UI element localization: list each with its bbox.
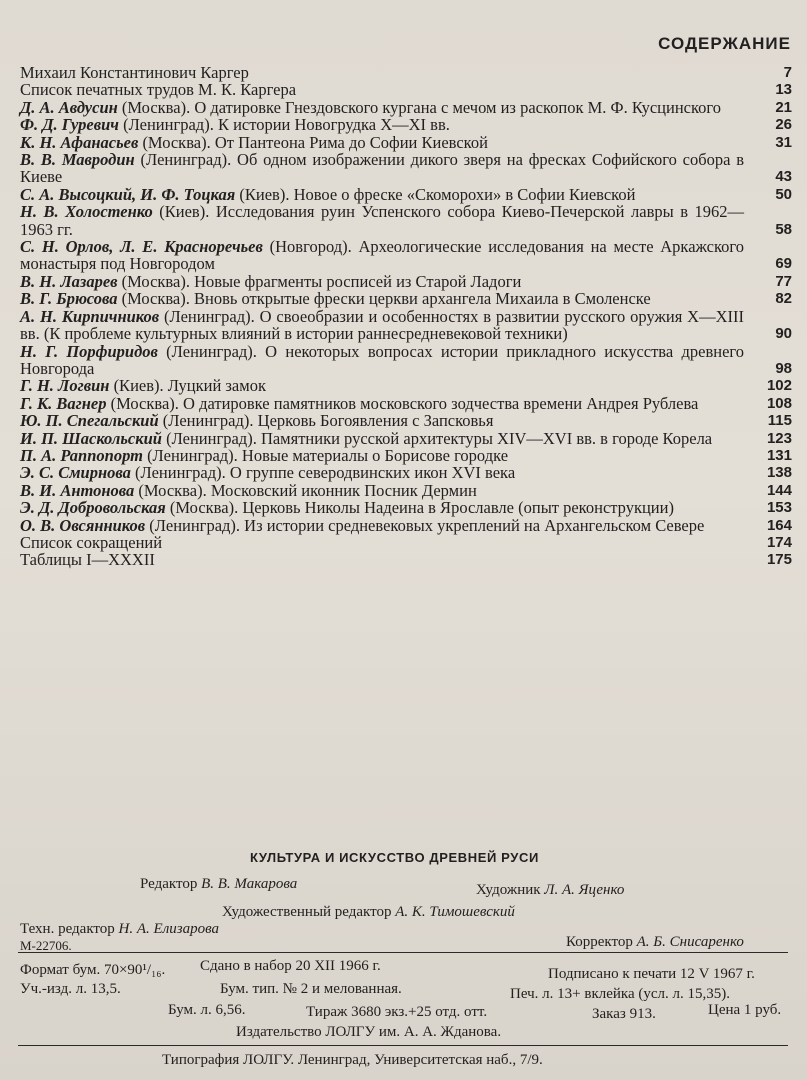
toc-entry-text [20,482,744,499]
toc-entry-title: (Новгород). Археологические исследования на месте Аркажского монастыря под Новгородом [20,237,744,274]
toc-entry-title: (Ленинград). К истории Новогрудка X—XI вв. [118,115,450,135]
toc-entry-text [20,64,744,81]
paper-type: Бум. тип. № 2 и мелованная. [220,981,402,997]
toc-entry-author: Н. В. Холостенко [20,202,153,222]
toc-entry-page: 43 [775,168,792,186]
toc-entry-text [20,395,744,412]
proofreader-name: А. Б. Снисаренко [636,934,744,950]
toc-entry [20,464,792,481]
signed-date: Подписано к печати 12 V 1967 г. [548,966,755,982]
toc-entry-text [20,308,744,343]
toc-entry-page: 13 [775,81,792,99]
toc-entry [20,517,792,534]
toc-entry [20,447,792,464]
toc-entry-text [20,412,744,429]
toc-entry-text [20,343,744,378]
toc-entry [20,395,792,412]
proofreader-label: Корректор [566,934,633,950]
imprint-block [0,846,807,1080]
toc-entry [20,273,792,290]
toc-entry-text [20,238,744,273]
toc-entry [20,116,792,133]
toc-entry-page: 123 [766,429,792,447]
toc-entry-page: 69 [775,255,792,273]
tech-editor-label: Техн. редактор [20,921,115,937]
toc-entry [20,81,792,98]
toc-entry-page: 98 [775,359,792,377]
toc-entry-page: 26 [775,116,792,134]
typeset-date: Сдано в набор 20 XII 1966 г. [200,958,381,974]
toc-entry-title: Михаил Константинович Каргер [20,63,249,82]
toc-entry [20,64,792,81]
publishing-sheets: Уч.-изд. л. 13,5. [20,981,121,997]
artist-name: Л. А. Яценко [544,882,625,898]
art-editor-name: А. К. Тимошевский [395,904,515,920]
price: Цена 1 руб. [708,1002,782,1018]
toc-entry-title: (Ленинград). Церковь Богоявления с Запсковья [158,411,494,431]
toc-entry-page: 58 [775,220,792,238]
toc-entry-text [20,551,744,568]
order-number: Заказ 913. [592,1006,656,1022]
toc-entry-author: В. И. Антонова [20,480,135,500]
toc-entry-text [20,186,744,203]
toc-entry-title: Список печатных трудов М. К. Каргера [20,80,297,100]
toc-entry-author: С. А. Высоцкий, И. Ф. Тоцкая [20,184,236,204]
editor-name: В. В. Макарова [201,876,298,892]
toc-entry-text [20,290,744,307]
toc-entry-text [20,81,744,98]
publication-code: М-22706. [20,938,72,953]
toc-entry [20,499,792,516]
toc-entry-title: (Москва). От Пантеона Рима до Софии Киевской [138,132,488,152]
toc-entry-author: В. Н. Лазарев [20,271,118,291]
imprint-divider [18,952,788,953]
toc-entry-page: 82 [775,290,792,308]
toc-entry-title: (Москва). Церковь Николы Надеина в Ярославле (опыт реконструкции) [165,498,674,518]
toc-entry [20,482,792,499]
toc-entry-author: И. П. Шаскольский [20,428,162,448]
toc-entry-text [20,534,744,551]
toc-entry-page: 77 [775,272,792,290]
toc-entry-author: П. А. Раппопорт [20,445,143,465]
toc-entry-title: (Ленинград). Об одном изображении дикого зверя на фресках Софийского собора в Киеве [20,150,745,187]
toc-entry-author: А. Н. Кирпичников [20,306,160,326]
toc-entry-author: Г. Н. Логвин [20,376,110,396]
toc-entry-page: 164 [766,516,792,534]
art-editor-label: Художественный редактор [222,904,392,920]
toc-entry-author: Э. Д. Добровольская [20,498,166,518]
toc-entry [20,290,792,307]
toc-entry [20,99,792,116]
toc-entry [20,343,792,378]
toc-entry-author: К. Н. Афанасьев [20,132,139,152]
tech-editor-name: Н. А. Елизарова [118,921,219,937]
toc-entry-page: 31 [775,133,792,151]
toc-entry-text [20,377,744,394]
art-editor-credit [222,904,515,921]
toc-entry-title: (Москва). Московский иконник Посник Дермин [134,480,477,500]
toc-entry-text [20,273,744,290]
toc-entry-page: 108 [766,394,792,412]
printer-divider [18,1045,788,1046]
toc-entry [20,534,792,551]
toc-entry [20,308,792,343]
toc-entry-page: 115 [767,412,792,430]
toc-entry [20,186,792,203]
toc-entry [20,134,792,151]
toc-entry-title: (Москва). Вновь открытые фрески церкви архангела Михаила в Смоленске [117,289,651,309]
proofreader-credit [566,934,744,951]
toc-entry-text [20,499,744,516]
toc-entry-title: (Ленинград). О группе северодвинских икон XVI века [130,463,516,483]
toc-entry-title: (Ленинград). О своеобразии и особенностях в развитии русского оружия X—XIII вв. (К проблеме культурных влияний в истории раннесредневековой техники) [20,306,744,344]
book-title: КУЛЬТУРА И ИСКУССТВО ДРЕВНЕЙ РУСИ [250,850,539,865]
editor-credit [140,876,297,893]
artist-label: Художник [476,882,541,898]
toc-entry-title: (Ленинград). Из истории средневековых укреплений на Архангельском Севере [145,515,705,535]
toc-title: СОДЕРЖАНИЕ [658,34,791,53]
toc-entry-title: (Киев). Луцкий замок [109,376,266,396]
toc-entry-author: Э. С. Смирнова [20,463,131,483]
toc-entry [20,151,792,186]
toc-entry-title: (Москва). О датировке Гнездовского кургана с мечом из раскопок М. Ф. Кусцинского [117,97,722,117]
toc-entry-author: Д. А. Авдусин [20,97,118,117]
publisher: Издательство ЛОЛГУ им. А. А. Жданова. [236,1024,502,1040]
toc-entry-page: 174 [766,533,792,551]
paper-sheets: Бум. л. 6,56. [168,1002,246,1018]
toc-entry-text [20,517,744,534]
paper-format: Формат бум. 70×90¹/₁₆. [20,962,166,978]
toc-entry [20,551,792,568]
toc-entry-title: Список сокращений [20,532,163,552]
toc-entry-page: 90 [775,325,792,343]
circulation: Тираж 3680 экз.+25 отд. отт. [306,1004,488,1020]
toc-entry-page: 50 [775,185,792,203]
toc-entry-page: 7 [783,64,792,81]
toc-entry-title: Таблицы I—XXXII [20,550,155,570]
artist-credit [476,882,624,899]
toc-entry-title: (Киев). Исследования руин Успенского собора Киево-Печерской лавры в 1962—1963 гг. [20,202,744,239]
toc-entry-author: Г. К. Вагнер [20,393,107,413]
toc-entry-title: (Москва). О датировке памятников московского зодчества времени Андрея Рублева [106,393,699,413]
toc-entry-author: Ю. П. Спегальский [20,411,159,431]
toc-entry-page: 131 [766,446,792,464]
toc-entry-author: Н. Г. Порфиридов [20,341,158,361]
toc-entry-title: (Ленинград). Памятники русской архитектуры XIV—XVI вв. в городе Корела [161,428,713,448]
toc-entry-text [20,99,744,116]
toc-entry [20,377,792,394]
printed-sheets: Печ. л. 13+ вклейка (усл. л. 15,35). [510,986,730,1002]
toc-entry-page: 21 [775,98,792,116]
toc-entry [20,430,792,447]
toc-entry [20,203,792,238]
toc-entry-text [20,116,744,133]
toc-entry [20,412,792,429]
toc-entry-page: 144 [766,481,792,499]
toc-entry-text [20,464,744,481]
toc-entry-text [20,134,744,151]
editor-label: Редактор [140,876,198,892]
toc-entry-author: В. В. Мавродин [20,150,135,170]
printer: Типография ЛОЛГУ. Ленинград, Университетская наб., 7/9. [162,1052,543,1068]
toc-entry-title: (Ленинград). Новые материалы о Борисове городке [142,445,509,465]
toc-entry-page: 153 [766,499,792,517]
toc-entry-page: 138 [766,464,792,482]
table-of-contents [20,64,792,569]
toc-entry [20,238,792,273]
toc-entry-title: (Киев). Новое о фреске «Скоморохи» в Софии Киевской [235,184,636,204]
toc-entry-text [20,447,744,464]
toc-entry-text [20,151,744,186]
toc-entry-title: (Ленинград). О некоторых вопросах истории прикладного искусства древнего Новгорода [20,341,744,378]
toc-entry-author: В. Г. Брюсова [20,289,118,309]
toc-entry-text [20,430,744,447]
tech-editor-credit [20,921,219,938]
toc-entry-title: (Москва). Новые фрагменты росписей из Старой Ладоги [117,271,522,291]
toc-entry-page: 175 [766,551,792,569]
toc-entry-page: 102 [766,377,792,395]
toc-entry-author: Ф. Д. Гуревич [20,115,119,135]
toc-entry-author: О. В. Овсянников [20,515,146,535]
toc-entry-text [20,203,744,238]
toc-entry-author: С. Н. Орлов, Л. Е. Красноречьев [20,237,263,257]
